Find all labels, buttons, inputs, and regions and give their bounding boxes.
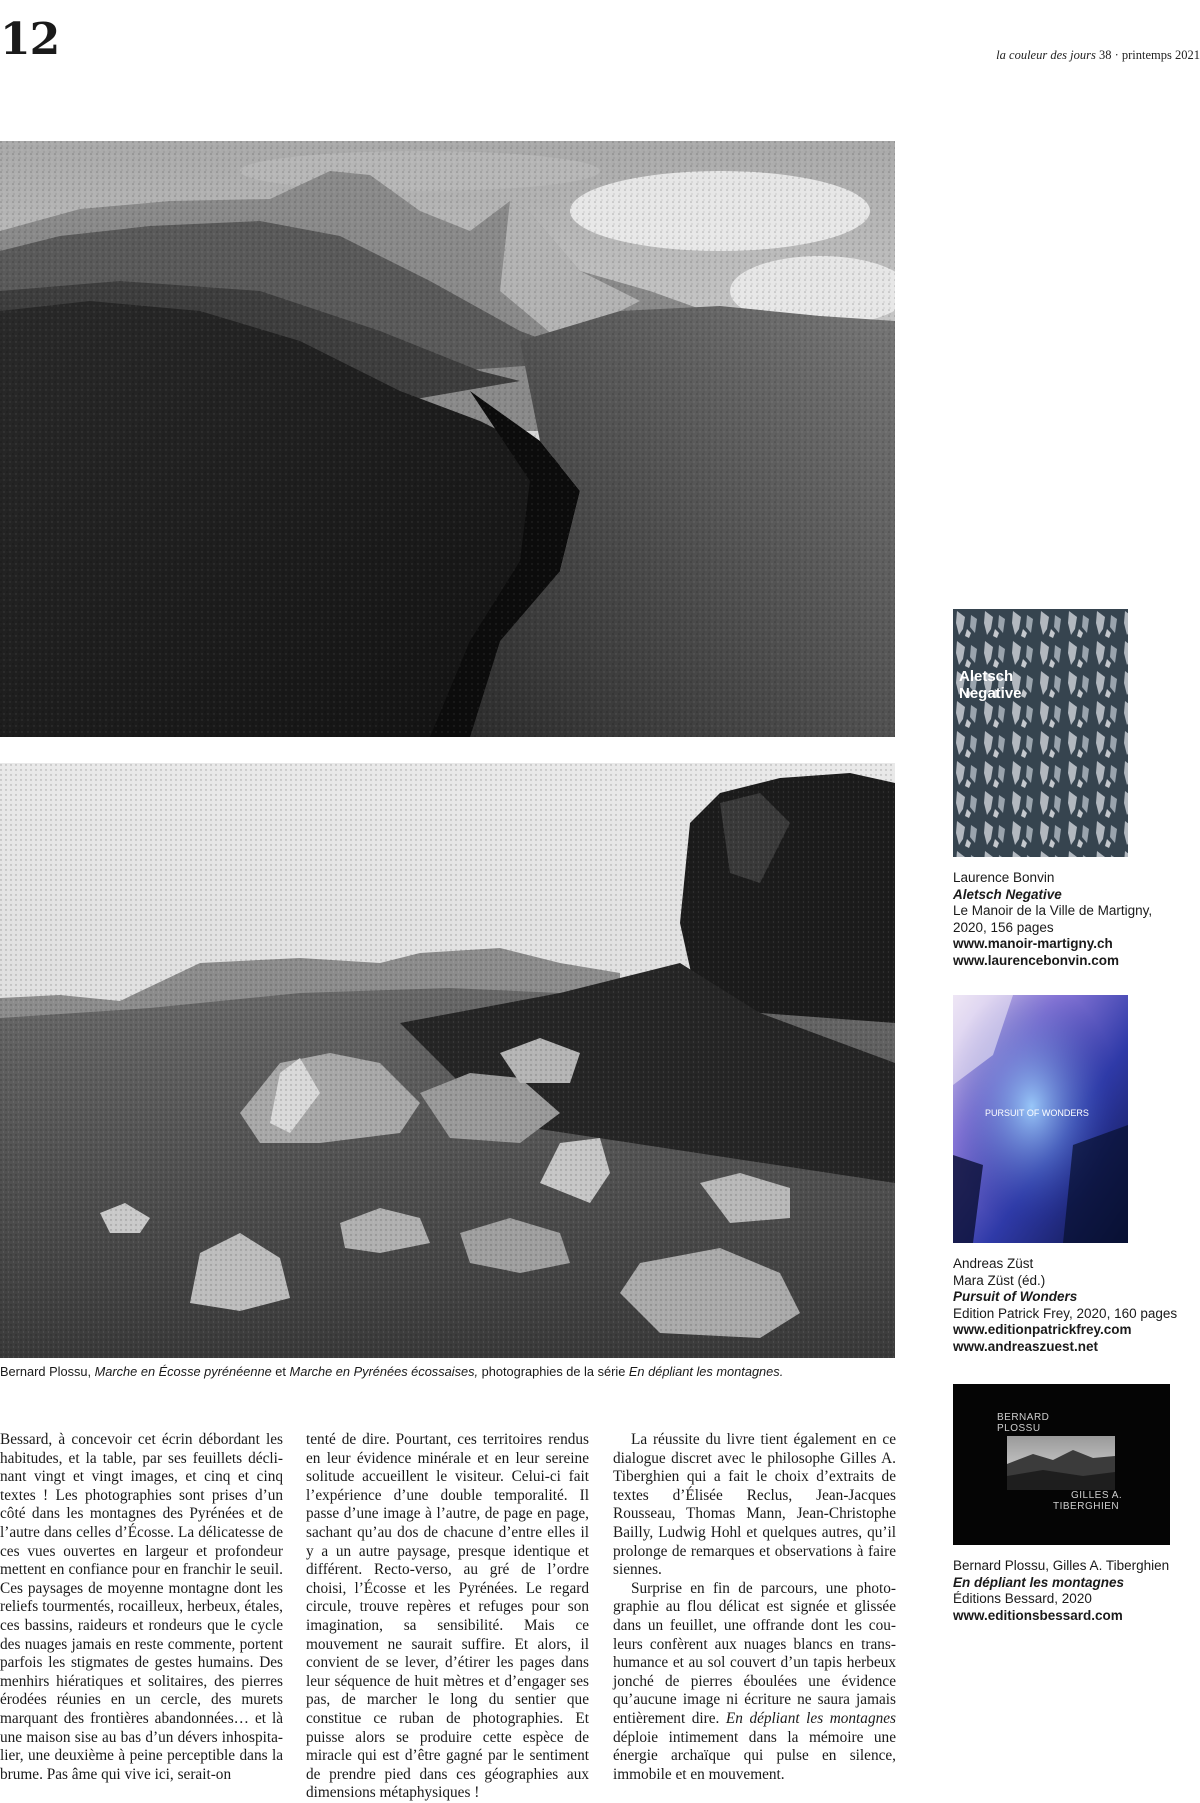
book-cover-pursuit-of-wonders — [953, 995, 1128, 1243]
book-author: Andreas Züst — [953, 1256, 1034, 1271]
book-author: Laurence Bonvin — [953, 870, 1055, 885]
article-text: déploie intimement dans la mémoire une énergie archaïque qui pulse en silence, immobile et en mouvement. — [613, 1728, 896, 1783]
book-cover-en-depliant-les-montagnes — [953, 1384, 1170, 1545]
issue-season: printemps 2021 — [1121, 48, 1200, 62]
book-info-aletsch-negative — [953, 870, 1200, 970]
book-url-bessard[interactable]: www.editionsbessard.com — [953, 1607, 1123, 1623]
cover-3-line-1: BERNARD — [997, 1412, 1050, 1423]
cover-3-line-2: PLOSSU — [997, 1423, 1041, 1434]
book-info-en-depliant-les-montagnes — [953, 1558, 1200, 1624]
page-number: 12 — [0, 14, 60, 65]
caption-title-2: Marche en Pyrénées écossaises, — [289, 1364, 479, 1379]
article-column-1 — [0, 1431, 283, 1784]
running-head — [996, 48, 1200, 63]
caption-author: Bernard Plossu, — [0, 1364, 95, 1379]
book-publisher: Le Manoir de la Ville de Martigny, — [953, 903, 1153, 919]
magazine-name: la couleur des jours — [996, 48, 1096, 62]
caption-and: et — [271, 1364, 290, 1379]
book-info-pursuit-of-wonders — [953, 1256, 1200, 1356]
cover-3-line-4: TIBERGHIEN — [1053, 1501, 1120, 1512]
book-publisher: Edition Patrick Frey, 2020, 160 pages — [953, 1305, 1178, 1321]
header-separator: · — [1114, 48, 1119, 62]
article-paragraph — [613, 1580, 896, 1785]
photo-rocks-scotland — [0, 763, 895, 1358]
caption-series: En dépliant les montagnes. — [628, 1364, 784, 1379]
article-paragraph: La réussite du livre tient également en ce dialogue discret avec le philosophe Gilles A. Tiberghien qui a fait le choix d’extraits de textes d’Élisée Reclus, Jean-Jacques Rousseau, Thomas Mann, Jean-Christophe Bailly, Ludwig Hohl et quelques autres, qu’il prolonge de remarques et observations à faire siennes. — [613, 1431, 896, 1579]
article-book-title: En dépliant les montagnes — [725, 1709, 896, 1727]
photo-caption — [0, 1364, 900, 1381]
book-url-zuest[interactable]: www.andreaszuest.net — [953, 1338, 1099, 1354]
article-column-3 — [613, 1431, 896, 1784]
book-url-bonvin[interactable]: www.laurencebonvin.com — [953, 952, 1120, 968]
cover-2-title: PURSUIT OF WONDERS — [985, 1108, 1089, 1118]
book-editor: Mara Züst (éd.) — [953, 1272, 1046, 1288]
book-title: Aletsch Negative — [953, 886, 1062, 902]
caption-title-1: Marche en Écosse pyrénéenne — [94, 1364, 272, 1379]
book-cover-aletsch-negative — [953, 609, 1128, 857]
book-publisher: Éditions Bessard, 2020 — [953, 1591, 1092, 1607]
cover-1-title-line-2: Negative — [959, 685, 1022, 702]
cover-3-line-3: GILLES A. — [1071, 1490, 1123, 1501]
book-title: Pursuit of Wonders — [953, 1289, 1078, 1305]
photo-mountains-pyrenees — [0, 141, 895, 737]
article-column-2 — [306, 1431, 589, 1803]
issue-number: 38 — [1098, 48, 1112, 62]
article-text: Surprise en fin de parcours, une photographie au flou délicat est signée et glissée dans un feuillet, une offrande dont les couleurs confèrent aux nuages blancs en transhumance et au sol couvert d’un tapis herbeux jonché de pierres éboulées une évidence qu’aucune image ni écriture ne saura jamais entièrement dire. — [613, 1579, 896, 1727]
book-author: Bernard Plossu, Gilles A. Tiberghien — [953, 1558, 1170, 1573]
cover-1-title-line-1: Aletsch — [959, 668, 1014, 685]
book-url-manoir[interactable]: www.manoir-martigny.ch — [953, 936, 1113, 952]
article-paragraph: Bessard, à concevoir cet écrin débordant les habitudes, et la table, par ses feuillets déclinant vingt et vingt images, et cinq et cinq textes ! Les photographies sont prises d’un côté dans les montagnes des Pyrénées et de l’autre dans celles d’Écosse. La délicatesse de ces vues ouvertes en largeur et profondeur mettent en confiance pour en franchir le seuil. Ces paysages de moyenne montagne dont les reliefs tourmentés, rocailleux, herbeux, étales, ces bassins, raideurs et rondeurs que le cycle des nuages jamais en reste commente, portent parfois les stigmates de gestes humains. Des menhirs hiératiques et solitaires, des pierres érodées réunies en un cercle, des murets marquant des frontières abandonnées… et là une maison sise au bas d’un dévers inhospitalier, une deuxième à peine perceptible dans la brume. Pas âme qui vive ici, serait-on — [0, 1431, 283, 1783]
book-title: En dépliant les montagnes — [953, 1574, 1125, 1590]
book-details: 2020, 156 pages — [953, 919, 1054, 935]
article-paragraph: tenté de dire. Pourtant, ces territoires rendus en leur évidence minérale et en leur sereine solitude accueillent le visiteur. Celui-ci fait l’expérience d’une double temporalité. Il passe d’une image à l’autre, de page en page, sachant qu’au dos de chacune d’entre elles il y a un autre paysage, presque identique et différent. Recto-verso, au gré de l’ordre choisi, l’Écosse et les Pyrénées. Le regard circule, trouve repères et refuges pour son imagination, sa sensibilité. Mais ce mouvement ne saurait suffire. Et alors, il convient de se lever, d’étirer les pages dans leur séquence de huit mètres et d’engager ses pas, de marcher le long du sentier que constitue ce ruban de photographies. Et puisse alors se produire cette espèce de miracle qui est d’être gagné par le sentiment de prendre pied dans ces géographies aux dimensions métaphysiques ! — [306, 1431, 589, 1802]
book-url-patrickfrey[interactable]: www.editionpatrickfrey.com — [953, 1322, 1132, 1338]
caption-middle: photographies de la série — [478, 1364, 629, 1379]
